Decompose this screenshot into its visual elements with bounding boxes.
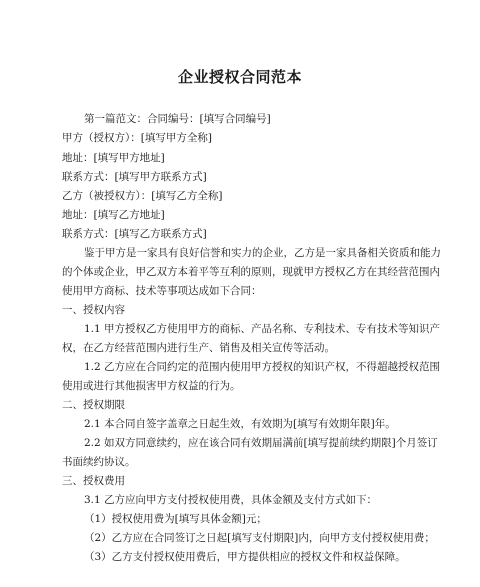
preamble-line-1: 鉴于甲方是一家具有良好信誉和实力的企业，乙方是一家具备相关资质和能力 <box>84 247 441 259</box>
clause-1-2-line-2: 使用或进行其他损害甲方权益的行为。 <box>62 380 241 392</box>
fee-item-3: （3）乙方支付授权使用费后，甲方提供相应的授权文件和权益保障。 <box>84 551 406 563</box>
clause-2-2-line-2: 书面续约协议。 <box>62 456 136 468</box>
party-b-contact-line: 联系方式：[填写乙方联系方式] <box>62 228 207 240</box>
fee-item-2: （2）乙方应在合同签订之日起[填写支付期限]内，向甲方支付授权使用费； <box>84 532 435 544</box>
clause-1-1-line-1: 1.1 甲方授权乙方使用甲方的商标、产品名称、专利技术、专有技术等知识产 <box>84 323 441 335</box>
party-b-address-line: 地址：[填写乙方地址] <box>62 209 165 221</box>
party-a-contact-line: 联系方式：[填写甲方联系方式] <box>62 171 207 183</box>
party-b-name-line: 乙方（被授权方）：[填写乙方全称] <box>62 190 223 202</box>
contract-number-line: 第一篇范文：合同编号：[填写合同编号] <box>84 113 271 125</box>
section-heading-3: 三、授权费用 <box>62 475 125 487</box>
clause-2-2-line-1: 2.2 如双方同意续约，应在该合同有效期届满前[填写提前续约期限]个月签订 <box>84 437 438 449</box>
fee-item-1: （1）授权使用费为[填写具体金额]元； <box>84 513 267 525</box>
section-heading-2: 二、授权期限 <box>62 399 125 411</box>
preamble-line-2: 的个体或企业，甲乙双方本着平等互利的原则，现就甲方授权乙方在其经营范围内 <box>62 266 440 278</box>
preamble-line-3: 使用甲方商标、技术等事项达成如下合同： <box>62 285 262 297</box>
clause-3-1-line: 3.1 乙方应向甲方支付授权使用费，具体金额及支付方式如下： <box>84 494 378 506</box>
clause-1-2-line-1: 1.2 乙方应在合同约定的范围内使用甲方授权的知识产权，不得超越授权范围 <box>84 361 441 373</box>
party-a-address-line: 地址：[填写甲方地址] <box>62 152 165 164</box>
party-a-name-line: 甲方（授权方）：[填写甲方全称] <box>62 132 212 144</box>
section-heading-1: 一、授权内容 <box>62 304 125 316</box>
document-title: 企业授权合同范本 <box>177 68 302 86</box>
clause-1-1-line-2: 权，在乙方经营范围内进行生产、销售及相关宣传等活动。 <box>62 342 335 354</box>
clause-2-1-line: 2.1 本合同自签字盖章之日起生效，有效期为[填写有效期年限]年。 <box>84 418 396 430</box>
